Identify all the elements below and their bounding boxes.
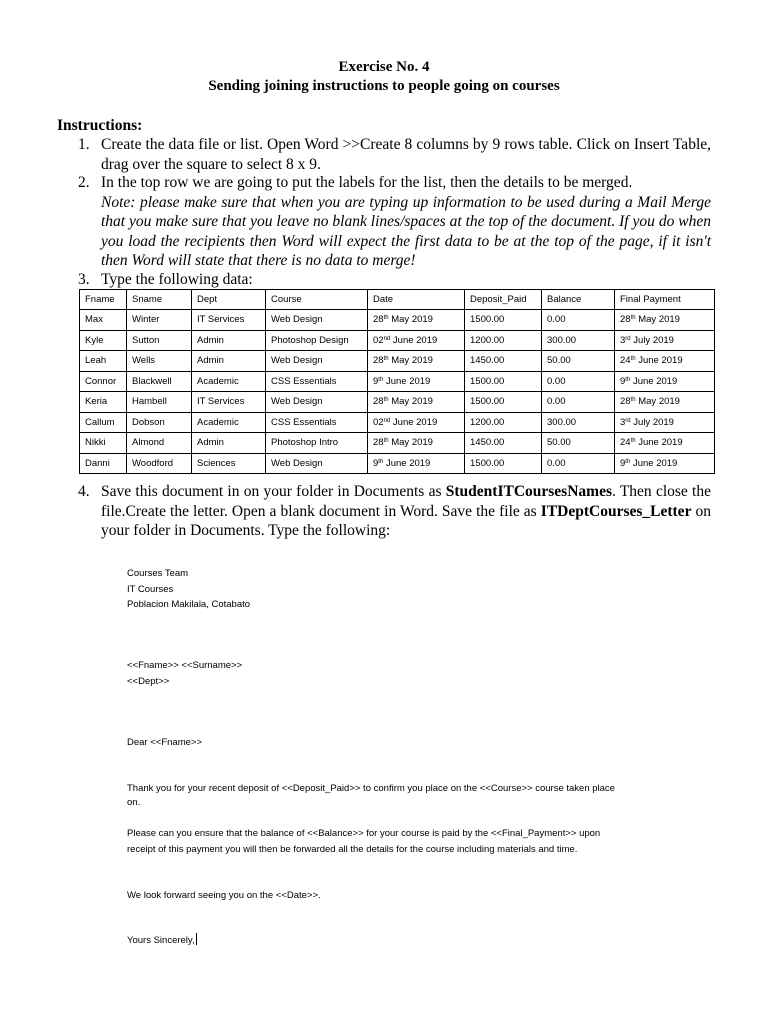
cell-text: 0.00 bbox=[547, 375, 566, 387]
instruction-text: Save this document in on your folder in Documents as bbox=[101, 483, 446, 500]
cell-text: Danni bbox=[85, 457, 110, 469]
ordinal-suffix: th bbox=[630, 315, 636, 322]
cell-text: Web Design bbox=[271, 355, 323, 367]
table-row bbox=[80, 371, 715, 392]
cell-text: Almond bbox=[132, 437, 165, 449]
table-cell bbox=[542, 392, 615, 413]
cell-text: CSS Essentials bbox=[271, 375, 337, 387]
letter-recipient bbox=[127, 658, 242, 689]
cell-text: 1500.00 bbox=[470, 375, 505, 387]
column-header: Sname bbox=[127, 290, 192, 310]
table-cell bbox=[542, 310, 615, 331]
cell-text: May 2019 bbox=[388, 437, 433, 449]
table-cell bbox=[465, 330, 542, 351]
table-cell bbox=[465, 371, 542, 392]
instruction-item-2 bbox=[78, 173, 711, 271]
table-cell bbox=[465, 392, 542, 413]
cell-text: 24 bbox=[620, 355, 631, 367]
table-cell bbox=[542, 330, 615, 351]
column-header: Deposit_Paid bbox=[465, 290, 542, 310]
closing-text: Yours Sincerely, bbox=[127, 935, 195, 946]
cell-text: Admin bbox=[197, 355, 224, 367]
column-header: Course bbox=[266, 290, 368, 310]
cell-text: June 2019 bbox=[390, 416, 438, 428]
table-cell bbox=[266, 330, 368, 351]
text-cursor bbox=[196, 933, 197, 945]
letter-salutation: Dear <<Fname>> bbox=[127, 737, 202, 748]
cell-text: Admin bbox=[197, 437, 224, 449]
table-cell bbox=[542, 453, 615, 474]
table-cell bbox=[465, 433, 542, 454]
exercise-title: Exercise No. 4 bbox=[338, 59, 430, 75]
table-cell bbox=[80, 351, 127, 372]
table-cell bbox=[192, 453, 266, 474]
cell-text: 28 bbox=[620, 314, 631, 326]
cell-text: 0.00 bbox=[547, 314, 566, 326]
table-cell bbox=[465, 412, 542, 433]
cell-text: Leah bbox=[85, 355, 107, 367]
cell-text: 50.00 bbox=[547, 355, 571, 367]
table-row bbox=[80, 433, 715, 454]
cell-text: July 2019 bbox=[630, 334, 674, 346]
table-cell bbox=[127, 453, 192, 474]
table-cell bbox=[266, 310, 368, 331]
column-header: Final Payment bbox=[615, 290, 715, 310]
cell-text: Callum bbox=[85, 416, 115, 428]
cell-text: 300.00 bbox=[547, 416, 577, 428]
table-cell bbox=[465, 453, 542, 474]
column-header: Balance bbox=[542, 290, 615, 310]
table-cell bbox=[80, 392, 127, 413]
letter-paragraph-2: Please can you ensure that the balance of <<Balance>> for your course is paid by the <<Final_Payment>> upon receipt of this payment you will then be forwarded all the details for the course including materials and time. bbox=[127, 828, 601, 855]
cell-text: June 2019 bbox=[383, 457, 431, 469]
cell-text: Dobson bbox=[132, 416, 165, 428]
cell-text: 0.00 bbox=[547, 396, 566, 408]
cell-text: 9 bbox=[373, 457, 379, 469]
table-cell bbox=[192, 392, 266, 413]
table-cell bbox=[127, 330, 192, 351]
table-cell bbox=[465, 310, 542, 331]
cell-text: 28 bbox=[373, 437, 384, 449]
ordinal-suffix: th bbox=[630, 397, 636, 404]
table-cell bbox=[192, 433, 266, 454]
cell-text: 28 bbox=[373, 355, 384, 367]
cell-text: 3 bbox=[620, 416, 626, 428]
cell-text: Hambell bbox=[132, 396, 167, 408]
cell-text: 50.00 bbox=[547, 437, 571, 449]
cell-text: 1500.00 bbox=[470, 314, 505, 326]
letter-paragraph-1: Thank you for your recent deposit of <<Deposit_Paid>> to confirm you place on the <<Course>> course taken place on. bbox=[127, 783, 615, 808]
cell-text: Connor bbox=[85, 375, 117, 387]
table-cell bbox=[192, 351, 266, 372]
table-cell bbox=[368, 351, 465, 372]
ordinal-suffix: nd bbox=[383, 417, 391, 424]
cell-text: 28 bbox=[620, 396, 631, 408]
cell-text: Max bbox=[85, 314, 103, 326]
ordinal-suffix: th bbox=[630, 356, 636, 363]
instruction-text: In the top row we are going to put the labels for the list, then the details to be merged. bbox=[101, 174, 633, 191]
table-row bbox=[80, 330, 715, 351]
table-cell bbox=[615, 453, 715, 474]
ordinal-suffix: th bbox=[383, 397, 389, 404]
instruction-item-4 bbox=[78, 482, 712, 541]
cell-text: 3 bbox=[620, 334, 626, 346]
table-cell bbox=[368, 412, 465, 433]
cell-text: June 2019 bbox=[630, 457, 678, 469]
ordinal-suffix: th bbox=[625, 376, 631, 383]
table-cell bbox=[615, 310, 715, 331]
cell-text: July 2019 bbox=[630, 416, 674, 428]
cell-text: Academic bbox=[197, 416, 239, 428]
cell-text: Woodford bbox=[132, 457, 174, 469]
cell-text: May 2019 bbox=[635, 314, 680, 326]
instruction-text: Create the data file or list. Open Word >>Create 8 columns by 9 rows table. Click on Insert Table, drag over the square to select 8 x 9. bbox=[101, 136, 711, 173]
data-table bbox=[79, 289, 715, 474]
table-cell bbox=[465, 351, 542, 372]
cell-text: Nikki bbox=[85, 437, 106, 449]
ordinal-suffix: th bbox=[625, 458, 631, 465]
recipient-line: <<Dept>> bbox=[127, 675, 170, 687]
instruction-note: Note: please make sure that when you are typing up information to be used during a Mail Merge that you make sure that you leave no blank lines/spaces at the top of the document. If you do when you load the recipients then Word will expect the first data to be at the top of the page, if it isn't then Word will state that there is no data to merge! bbox=[101, 193, 711, 269]
table-cell bbox=[80, 453, 127, 474]
cell-text: June 2019 bbox=[630, 375, 678, 387]
cell-text: 9 bbox=[373, 375, 379, 387]
cell-text: Blackwell bbox=[132, 375, 172, 387]
letter-address bbox=[127, 566, 250, 613]
instruction-text: . Then close the file.Create the letter. Open a blank document in Word. Save the file as bbox=[101, 483, 711, 520]
address-line: Poblacion Makilala, Cotabato bbox=[127, 599, 251, 610]
table-cell bbox=[615, 371, 715, 392]
cell-text: June 2019 bbox=[635, 437, 683, 449]
table-cell bbox=[615, 351, 715, 372]
cell-text: Photoshop Design bbox=[271, 334, 349, 346]
column-header: Date bbox=[368, 290, 465, 310]
cell-text: May 2019 bbox=[388, 355, 433, 367]
address-line: Courses Team bbox=[127, 568, 189, 579]
table-cell bbox=[615, 330, 715, 351]
table-cell bbox=[127, 433, 192, 454]
ordinal-suffix: th bbox=[383, 315, 389, 322]
cell-text: 24 bbox=[620, 437, 631, 449]
cell-text: 1450.00 bbox=[470, 355, 505, 367]
table-row bbox=[80, 310, 715, 331]
table-cell bbox=[192, 412, 266, 433]
ordinal-suffix: th bbox=[378, 458, 384, 465]
instruction-text: Type the following data: bbox=[101, 271, 253, 288]
table-cell bbox=[192, 330, 266, 351]
cell-text: Web Design bbox=[271, 396, 323, 408]
cell-text: May 2019 bbox=[635, 396, 680, 408]
instruction-text: on your folder in Documents. Type the following: bbox=[101, 502, 712, 539]
table-cell bbox=[80, 371, 127, 392]
table-cell bbox=[192, 371, 266, 392]
cell-text: 02 bbox=[373, 334, 384, 346]
cell-text: Academic bbox=[197, 375, 239, 387]
table-cell bbox=[266, 453, 368, 474]
address-line: IT Courses bbox=[127, 583, 174, 595]
cell-text: June 2019 bbox=[383, 375, 431, 387]
table-cell bbox=[127, 371, 192, 392]
cell-text: 1200.00 bbox=[470, 416, 505, 428]
cell-text: Web Design bbox=[271, 314, 323, 326]
cell-text: Sciences bbox=[197, 457, 236, 469]
table-cell bbox=[368, 310, 465, 331]
cell-text: 9 bbox=[620, 457, 626, 469]
table-cell bbox=[615, 392, 715, 413]
table-cell bbox=[80, 433, 127, 454]
ordinal-suffix: rd bbox=[625, 335, 631, 342]
ordinal-suffix: th bbox=[383, 356, 389, 363]
filename-bold: ITDeptCourses_Letter bbox=[540, 502, 692, 520]
ordinal-suffix: rd bbox=[625, 417, 631, 424]
instruction-number: 2. bbox=[78, 174, 90, 191]
table-row bbox=[80, 453, 715, 474]
column-header: Dept bbox=[192, 290, 266, 310]
ordinal-suffix: th bbox=[630, 438, 636, 445]
table-row bbox=[80, 412, 715, 433]
instruction-item-1 bbox=[78, 135, 711, 174]
cell-text: June 2019 bbox=[635, 355, 683, 367]
cell-text: Web Design bbox=[271, 457, 323, 469]
cell-text: 1500.00 bbox=[470, 457, 505, 469]
cell-text: 300.00 bbox=[547, 334, 577, 346]
cell-text: CSS Essentials bbox=[271, 416, 337, 428]
cell-text: 28 bbox=[373, 396, 384, 408]
cell-text: 0.00 bbox=[547, 457, 566, 469]
table-cell bbox=[266, 351, 368, 372]
table-cell bbox=[127, 351, 192, 372]
cell-text: Admin bbox=[197, 334, 224, 346]
cell-text: 28 bbox=[373, 314, 384, 326]
cell-text: Winter bbox=[132, 314, 160, 326]
table-cell bbox=[615, 433, 715, 454]
table-cell bbox=[368, 453, 465, 474]
instruction-number: 3. bbox=[78, 271, 90, 288]
instruction-number: 1. bbox=[78, 136, 90, 153]
cell-text: Kyle bbox=[85, 334, 104, 346]
table-cell bbox=[266, 433, 368, 454]
table-cell bbox=[127, 392, 192, 413]
cell-text: Photoshop Intro bbox=[271, 437, 339, 449]
cell-text: Keria bbox=[85, 396, 108, 408]
table-body bbox=[80, 310, 715, 474]
recipient-line: <<Fname>> <<Surname>> bbox=[127, 660, 243, 671]
table-cell bbox=[542, 371, 615, 392]
table-cell bbox=[542, 351, 615, 372]
ordinal-suffix: nd bbox=[383, 335, 391, 342]
cell-text: 1450.00 bbox=[470, 437, 505, 449]
table-cell bbox=[266, 392, 368, 413]
cell-text: Sutton bbox=[132, 334, 160, 346]
table-row bbox=[80, 392, 715, 413]
table-cell bbox=[368, 330, 465, 351]
cell-text: Wells bbox=[132, 355, 156, 367]
cell-text: May 2019 bbox=[388, 314, 433, 326]
cell-text: June 2019 bbox=[390, 334, 438, 346]
cell-text: 02 bbox=[373, 416, 384, 428]
table-cell bbox=[80, 412, 127, 433]
cell-text: 1500.00 bbox=[470, 396, 505, 408]
table-cell bbox=[542, 433, 615, 454]
table-cell bbox=[266, 371, 368, 392]
letter-closing[interactable] bbox=[127, 933, 197, 949]
instructions-heading: Instructions: bbox=[57, 117, 143, 134]
table-cell bbox=[192, 310, 266, 331]
table-row bbox=[80, 351, 715, 372]
cell-text: May 2019 bbox=[388, 396, 433, 408]
table-cell bbox=[615, 412, 715, 433]
instruction-item-3 bbox=[78, 270, 711, 290]
cell-text: 9 bbox=[620, 375, 626, 387]
cell-text: 1200.00 bbox=[470, 334, 505, 346]
ordinal-suffix: th bbox=[383, 438, 389, 445]
table-cell bbox=[127, 310, 192, 331]
table-header-row bbox=[80, 290, 715, 310]
table-cell bbox=[368, 371, 465, 392]
column-header: Fname bbox=[80, 290, 127, 310]
table-cell bbox=[80, 310, 127, 331]
filename-bold: StudentITCoursesNames bbox=[445, 483, 612, 500]
instruction-number: 4. bbox=[78, 483, 90, 500]
exercise-subtitle: Sending joining instructions to people going on courses bbox=[208, 78, 560, 94]
cell-text: IT Services bbox=[197, 314, 245, 326]
ordinal-suffix: th bbox=[378, 376, 384, 383]
table-cell bbox=[80, 330, 127, 351]
table-cell bbox=[127, 412, 192, 433]
cell-text: IT Services bbox=[197, 396, 245, 408]
letter-paragraph-3: We look forward seeing you on the <<Date>>. bbox=[127, 890, 321, 901]
table-cell bbox=[368, 392, 465, 413]
table-cell bbox=[368, 433, 465, 454]
table-cell bbox=[542, 412, 615, 433]
table-cell bbox=[266, 412, 368, 433]
